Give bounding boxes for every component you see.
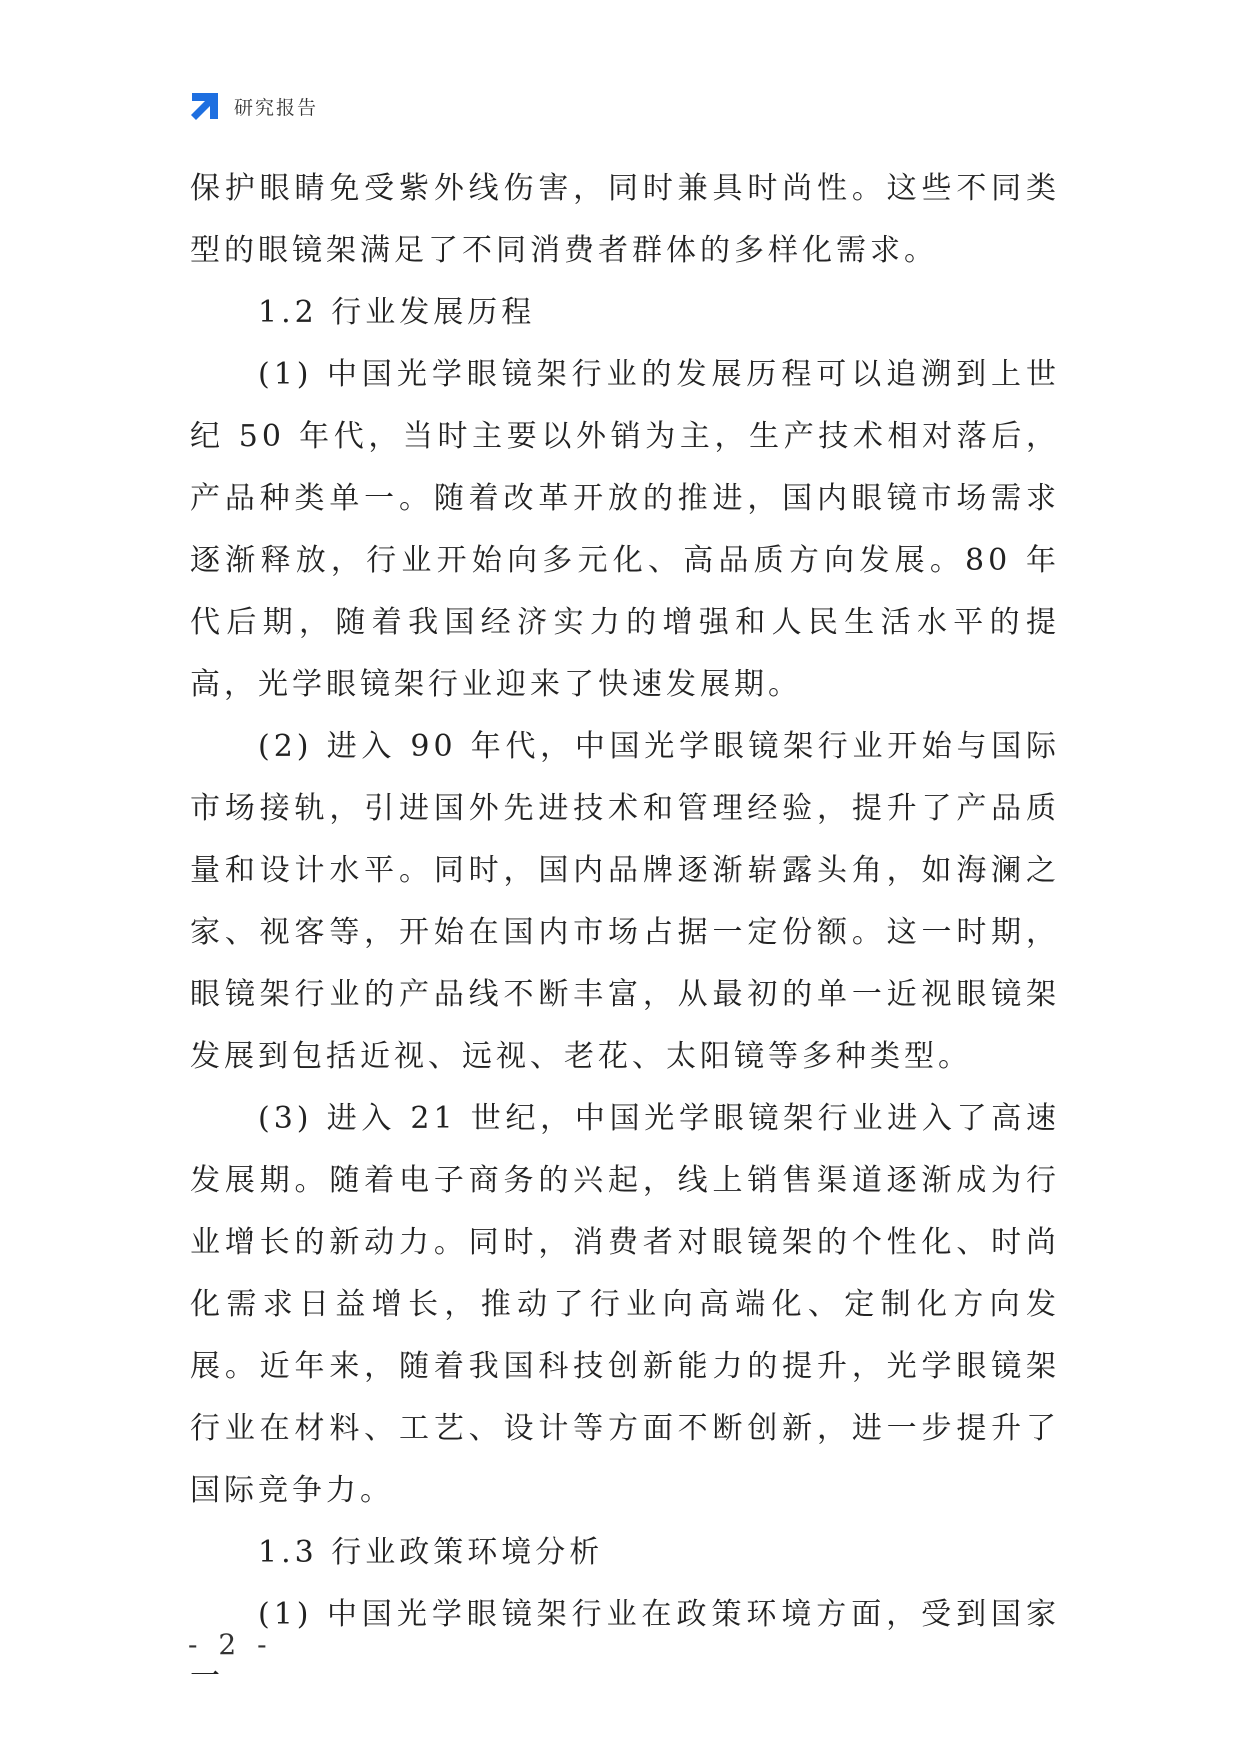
document-body — [190, 158, 1060, 1708]
header-title: 研究报告 — [234, 96, 319, 119]
arrow-logo-icon — [188, 89, 222, 123]
paragraph-history-3: (3) 进入 21 世纪，中国光学眼镜架行业进入了高速发展期。随着电子商务的兴起，线上销售渠道逐渐成为行业增长的新动力。同时，消费者对眼镜架的个性化、时尚化需求日益增长，推动了行业向高端化、定制化方向发展。近年来，随着我国科技创新能力的提升，光学眼镜架行业在材料、工艺、设计等方面不断创新，进一步提升了国际竞争力。 — [190, 1101, 1060, 1508]
section-heading-1-2: 1.2 行业发展历程 — [258, 295, 536, 330]
report-header — [188, 88, 318, 124]
section-heading-1-3: 1.3 行业政策环境分析 — [258, 1535, 604, 1570]
page-number: - 2 - — [188, 1628, 273, 1661]
paragraph-policy-1: (1) 中国光学眼镜架行业在政策环境方面，受到国家一 — [190, 1597, 1060, 1694]
paragraph-history-1: (1) 中国光学眼镜架行业的发展历程可以追溯到上世纪 50 年代，当时主要以外销为主，生产技术相对落后，产品种类单一。随着改革开放的推进，国内眼镜市场需求逐渐释放，行业开始向多元化、高品质方向发展。80 年代后期，随着我国经济实力的增强和人民生活水平的提高，光学眼镜架行业迎来了快速发展期。 — [190, 357, 1060, 702]
paragraph-history-2: (2) 进入 90 年代，中国光学眼镜架行业开始与国际市场接轨，引进国外先进技术和管理经验，提升了产品质量和设计水平。同时，国内品牌逐渐崭露头角，如海澜之家、视客等，开始在国内市场占据一定份额。这一时期，眼镜架行业的产品线不断丰富，从最初的单一近视眼镜架发展到包括近视、远视、老花、太阳镜等多种类型。 — [190, 729, 1060, 1074]
paragraph-continuation: 保护眼睛免受紫外线伤害，同时兼具时尚性。这些不同类型的眼镜架满足了不同消费者群体的多样化需求。 — [190, 171, 1060, 268]
